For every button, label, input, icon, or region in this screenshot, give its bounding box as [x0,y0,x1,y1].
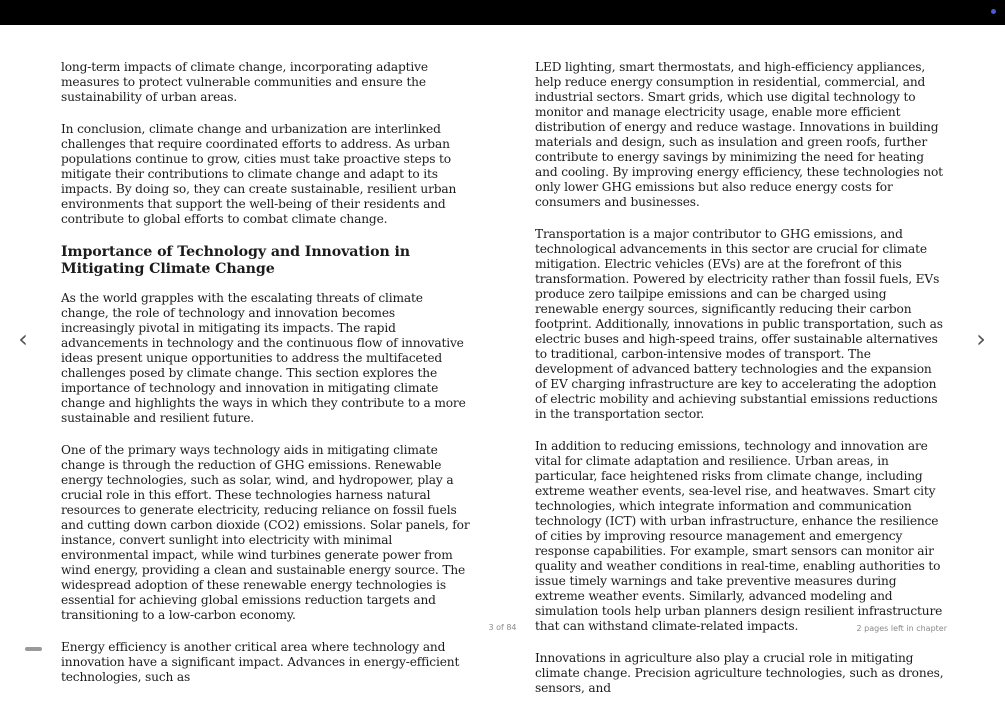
status-indicator-dot [991,9,996,14]
pages-left-in-chapter: 2 pages left in chapter [856,624,947,633]
left-paragraph-5: Energy efficiency is another critical area where technology and innovation have a significant impact. Advances in energy-efficient technologies, such as [61,640,460,684]
right-paragraph-1: LED lighting, smart thermostats, and high-efficiency appliances, help reduce energy consumption in residential, commercial, and industrial sectors. Smart grids, which use digital technology to monitor and manage electricity usage, enable more efficient distribution of energy and reduce wastage. Innovations in building materials and design, such as insulation and green roofs, further contribute to energy savings by minimizing the need for heating and cooling. By improving energy efficiency, these technologies not only lower GHG emissions but also reduce energy costs for consumers and businesses. [535,60,943,209]
left-paragraph-2: In conclusion, climate change and urbanization are interlinked challenges that require coordinated efforts to address. As urban populations continue to grow, cities must take proactive steps to mitigate their contributions to climate change and adapt to its impacts. By doing so, they can create sustainable, resilient urban environments that support the well-being of their residents and contribute to global efforts to combat climate change. [61,122,457,226]
section-heading: Importance of Technology and Innovation in Mitigating Climate Change [61,244,411,277]
scroll-handle[interactable] [25,647,42,651]
left-page [61,60,471,702]
right-paragraph-2: Transportation is a major contributor to GHG emissions, and technological advancements in this sector are crucial for climate mitigation. Electric vehicles (EVs) are at the forefront of this transformation. Powered by electricity rather than fossil fuels, EVs produce zero tailpipe emissions and can be charged using renewable energy sources, significantly reducing their carbon footprint. Additionally, innovations in public transportation, such as electric buses and high-speed trains, offer sustainable alternatives to traditional, carbon-intensive modes of transport. The development of advanced battery technologies and the expansion of EV charging infrastructure are key to accelerating the adoption of electric mobility and achieving substantial emissions reductions in the transportation sector. [535,227,943,421]
right-page [535,60,945,713]
previous-page-icon[interactable]: ‹ [18,325,28,353]
next-page-icon[interactable]: › [976,325,986,353]
left-paragraph-4: One of the primary ways technology aids in mitigating climate change is through the reduction of GHG emissions. Renewable energy technologies, such as solar, wind, and hydropower, play a crucial role in this effort. These technologies harness natural resources to generate electricity, reducing reliance on fossil fuels and cutting down carbon dioxide (CO2) emissions. Solar panels, for instance, convert sunlight into electricity with minimal environmental impact, while wind turbines generate power from wind energy, providing a clean and sustainable energy source. The widespread adoption of these renewable energy technologies is essential for achieving global emissions reduction targets and transitioning to a low-carbon economy. [61,443,470,622]
right-paragraph-3: In addition to reducing emissions, technology and innovation are vital for climate adaptation and resilience. Urban areas, in particular, face heightened risks from climate change, including extreme weather events, sea-level rise, and heatwaves. Smart city technologies, which integrate information and communication technology (ICT) with urban infrastructure, enhance the resilience of cities by improving resource management and emergency response capabilities. For example, smart sensors can monitor air quality and weather conditions in real-time, enabling authorities to issue timely warnings and take preventive measures during extreme weather events. Similarly, advanced modeling and simulation tools help urban planners design resilient infrastructure that can withstand climate-related impacts. [535,439,943,633]
left-paragraph-1: long-term impacts of climate change, incorporating adaptive measures to protect vulnerable communities and ensure the sustainability of urban areas. [61,60,428,104]
top-bar [0,0,1005,25]
page-number: 3 of 84 [488,623,517,632]
right-paragraph-4: Innovations in agriculture also play a crucial role in mitigating climate change. Precision agriculture technologies, such as drones, sensors, and [535,651,944,695]
left-paragraph-3: As the world grapples with the escalating threats of climate change, the role of technology and innovation becomes increasingly pivotal in mitigating its impacts. The rapid advancements in technology and the continuous flow of innovative ideas present unique opportunities to address the multifaceted challenges posed by climate change. This section explores the importance of technology and innovation in mitigating climate change and highlights the ways in which they contribute to a more sustainable and resilient future. [61,291,466,425]
